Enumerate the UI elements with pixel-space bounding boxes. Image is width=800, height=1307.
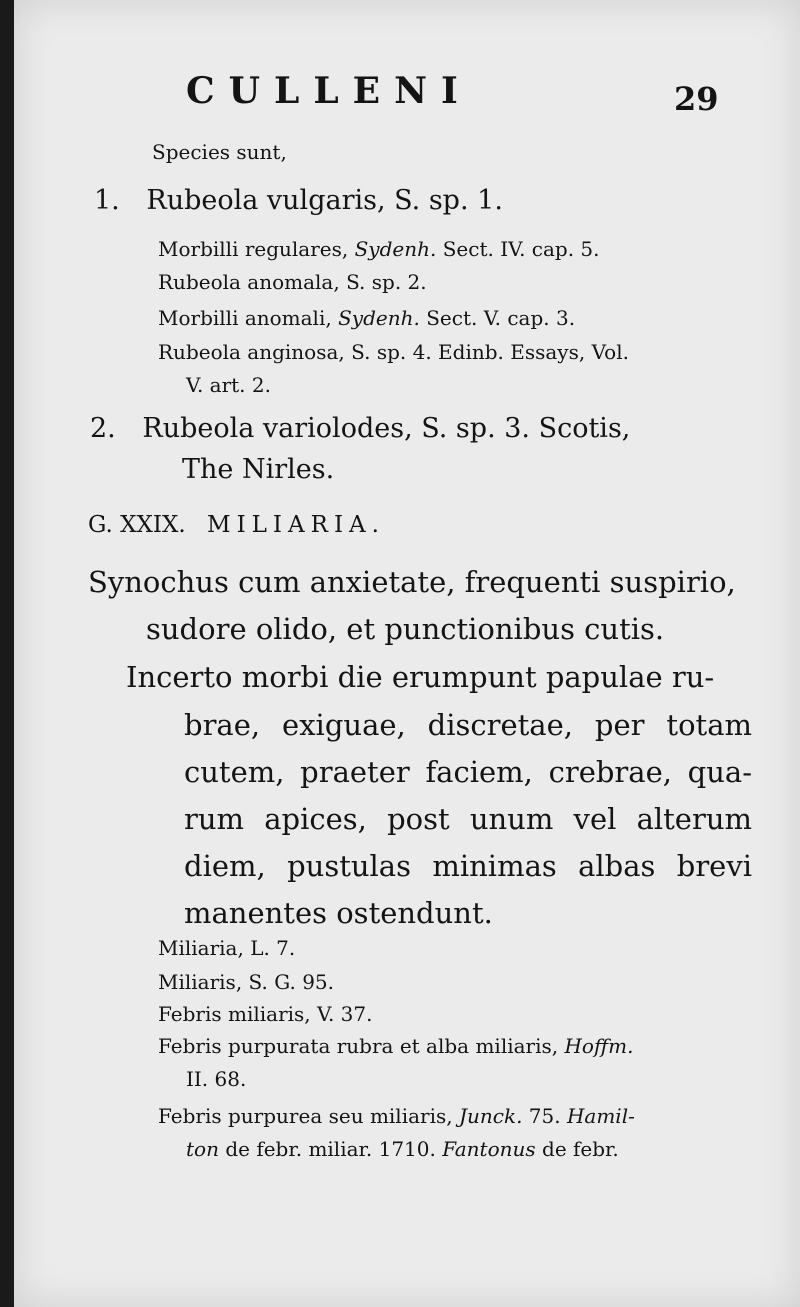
reference-line: Miliaris, S. G. 95.	[158, 970, 335, 994]
species-1-name: Rubeola vulgaris, S. sp. 1.	[146, 185, 503, 216]
synonym-line: Morbilli regulares, Sydenh. Sect. IV. cap. 5.	[158, 237, 600, 261]
genus-heading	[88, 512, 385, 538]
species-2-number: 2.	[90, 413, 116, 444]
reference-line: Febris purpurea seu miliaris, Junck. 75. Hamil-	[158, 1104, 635, 1128]
genus-name: MILIARIA.	[207, 512, 385, 538]
description-line: rum apices, post unum vel alterum	[184, 802, 752, 836]
synonym-line: Rubeola anomala, S. sp. 2.	[158, 270, 427, 294]
description-line: brae, exiguae, discretae, per totam	[184, 708, 752, 742]
description-line: cutem, praeter faciem, crebrae, qua-	[184, 755, 752, 789]
species-2-entry	[90, 413, 630, 444]
species-2-name-continued: The Nirles.	[182, 454, 335, 485]
definition-line: sudore olido, et punctionibus cutis.	[146, 612, 665, 646]
reference-line: II. 68.	[186, 1067, 247, 1091]
reference-line: ton de febr. miliar. 1710. Fantonus de febr.	[186, 1137, 619, 1161]
genus-number: G. XXIX.	[88, 512, 186, 538]
species-intro: Species sunt,	[152, 140, 287, 164]
synonym-line: Rubeola anginosa, S. sp. 4. Edinb. Essays, Vol.	[158, 340, 629, 364]
reference-line: Febris miliaris, V. 37.	[158, 1002, 373, 1026]
species-1-entry	[94, 185, 503, 216]
description-line: manentes ostendunt.	[184, 896, 493, 930]
page-number: 29	[674, 80, 719, 118]
reference-line: Febris purpurata rubra et alba miliaris, Hoffm.	[158, 1034, 634, 1058]
running-head: CULLENI	[186, 70, 472, 112]
reference-line: Miliaria, L. 7.	[158, 936, 296, 960]
description-line: diem, pustulas minimas albas brevi	[184, 849, 752, 883]
synonym-line: Morbilli anomali, Sydenh. Sect. V. cap. 3.	[158, 306, 576, 330]
definition-line: Synochus cum anxietate, frequenti suspirio,	[88, 565, 736, 599]
description-line: Incerto morbi die erumpunt papulae ru-	[126, 660, 715, 694]
synonym-line: V. art. 2.	[186, 373, 271, 397]
species-1-number: 1.	[94, 185, 120, 216]
book-page	[14, 0, 800, 1307]
species-2-name: Rubeola variolodes, S. sp. 3. Scotis,	[142, 413, 631, 444]
